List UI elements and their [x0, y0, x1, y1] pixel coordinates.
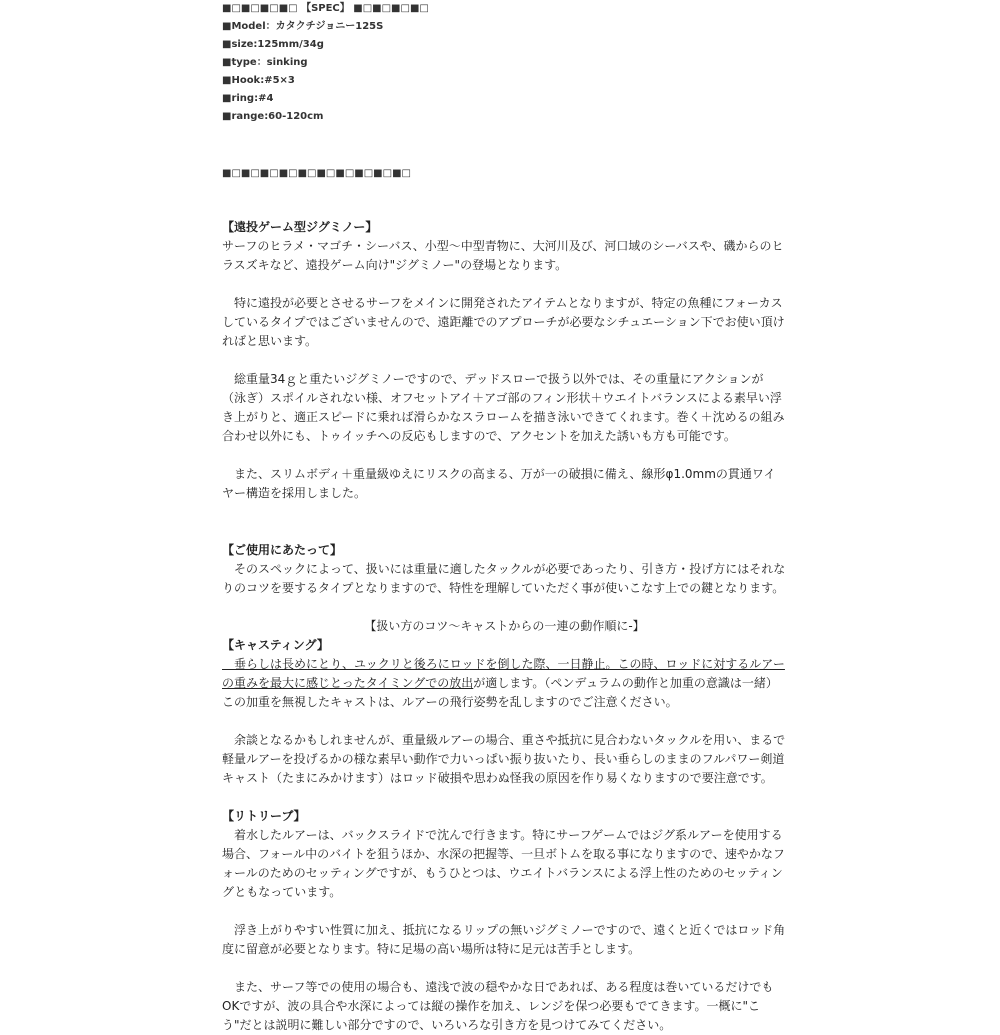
paragraph: また、スリムボディ＋重量級ゆえにリスクの高まる、万が一の破損に備え、線形φ1.0mmの貫通ワイヤー構造を採用しました。 [222, 467, 776, 500]
paragraph: そのスペックによって、扱いには重量に適したタックルが必要であったり、引き方・投げ方にはそれなりのコツを要するタイプとなりますので、特性を理解していただく事が使いこなす上での鍵となります。 [222, 562, 786, 595]
spec-type: ■type：sinking [222, 57, 308, 68]
spec-header: ■□■□■□■□ 【SPEC】 ■□■□■□■□ [222, 3, 429, 14]
underlined-text: 垂らしは長めにとり、ユックリと後ろにロッドを倒した際、一日静止。この時、ロッドに対するルアーの重みを最大に感じとったタイミングでの放出 [222, 657, 785, 690]
paragraph: 総重量34ｇと重たいジグミノーですので、デッドスローで扱う以外では、その重量にアクションが（泳ぎ）スポイルされない様、オフセットアイ＋アゴ部のフィン形状＋ウエイトバランスによる素早い浮き上がりと、適正スピードに乗れば滑らかなスラロームを描き泳いできてくれます。巻く＋沈めるの組み合わせ以外にも、トゥイッチへの反応もしますので、アクセントを加えた誘いも方も可能です。 [222, 372, 785, 443]
description-body [222, 218, 787, 1035]
paragraph: 特に遠投が必要とさせるサーフをメインに開発されたアイテムとなりますが、特定の魚種にフォーカスしているタイプではございませんので、遠距離でのアプローチが必要なシチュエーション下でお使い頂ければと思います。 [222, 296, 785, 348]
section-heading-usage: 【ご使用にあたって】 [222, 543, 343, 557]
section-heading-long-cast: 【遠投ゲーム型ジグミノー】 [222, 220, 378, 234]
section-heading-retrieve: 【リトリーブ】 [222, 809, 306, 823]
paragraph [222, 655, 787, 712]
paragraph: サーフのヒラメ・マゴチ・シーバス、小型～中型青物に、大河川及び、河口域のシーバスや、磯からのヒラスズキなど、遠投ゲーム向け"ジグミノー"の登場となります。 [222, 239, 784, 272]
tips-title: 【扱い方のコツ～キャストからの一連の動作順に-】 [364, 619, 645, 633]
divider-line: ■□■□■□■□■□■□■□■□■□■□ [222, 168, 411, 179]
spec-hook: ■Hook:#5×3 [222, 75, 295, 86]
spec-ring: ■ring:#4 [222, 93, 274, 104]
paragraph: 余談となるかもしれませんが、重量級ルアーの場合、重さや抵抗に見合わないタックルを用い、まるで軽量ルアーを投げるかの様な素早い動作で力いっぱい振り抜いたり、長い垂らしのままのフルパワー剣道キャスト（たまにみかけます）はロッド破損や思わぬ怪我の原因を作り易くなりますので要注意です。 [222, 733, 786, 785]
spec-model: ■Model：カタクチジョニー125S [222, 21, 384, 32]
paragraph-rest: が適します。（ペンデュラムの動作と加重の意識は一緒）この加重を無視したキャストは、ルアーの飛行姿勢を乱しますのでご注意ください。 [222, 676, 778, 709]
spec-size: ■size:125mm/34g [222, 39, 324, 50]
paragraph: また、サーフ等での使用の場合も、遠浅で波の穏やかな日であれば、ある程度は巻いているだけでもOKですが、波の具合や水深によっては縦の操作を加え、レンジを保つ必要もでてきます。一概に"こう"だとは説明に難しい部分ですので、いろいろな引き方を見つけてみてください。 [222, 980, 774, 1032]
spec-range: ■range:60-120cm [222, 111, 324, 122]
spec-block [222, 0, 429, 126]
paragraph: 着水したルアーは、バックスライドで沈んで行きます。特にサーフゲームではジグ系ルアーを使用する場合、フォール中のバイトを狙うほか、水深の把握等、一旦ボトムを取る事になりますので、速やかなフォールのためのセッティングですが、もうひとつは、ウエイトバランスによる浮上性のためのセッティングともなっています。 [222, 828, 785, 899]
paragraph: 浮き上がりやすい性質に加え、抵抗になるリップの無いジグミノーですので、遠くと近くではロッド角度に留意が必要となります。特に足場の高い場所は特に足元は苦手とします。 [222, 923, 786, 956]
section-heading-casting: 【キャスティング】 [222, 638, 329, 652]
